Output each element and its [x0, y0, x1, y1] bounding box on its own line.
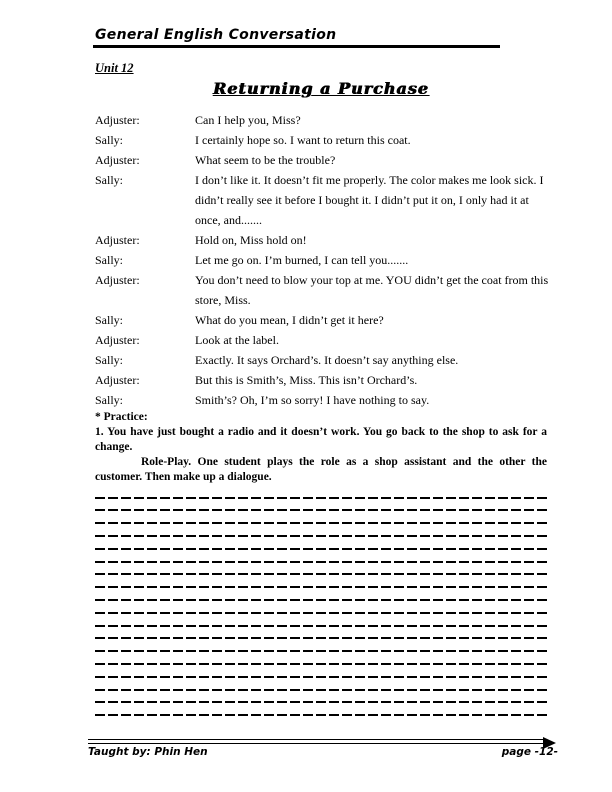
dialogue-row	[95, 350, 550, 370]
header-rule	[93, 45, 500, 48]
utterance-text: You don’t need to blow your top at me. YOU didn’t get the coat from this store, Miss.	[195, 273, 549, 307]
writing-line	[95, 614, 547, 627]
utterance-text: Exactly. It says Orchard’s. It doesn’t say anything else.	[195, 353, 459, 367]
writing-line	[95, 576, 547, 589]
speaker-label: Sally:	[95, 313, 124, 327]
utterance-text: Let me go on. I’m burned, I can tell you.......	[195, 253, 409, 267]
writing-line	[95, 601, 547, 614]
speaker-label: Sally:	[95, 253, 124, 267]
dialogue-row	[95, 390, 550, 410]
utterance-text: I don’t like it. It doesn’t fit me properly. The color makes me look sick. I didn’t really see it before I bought it. I didn’t put it on, I only had it at once, and.......	[195, 173, 544, 227]
writing-line	[95, 563, 547, 576]
utterance-text: Look at the label.	[195, 333, 279, 347]
speaker-label: Sally:	[95, 133, 124, 147]
writing-line	[95, 524, 547, 537]
writing-lines	[95, 486, 547, 716]
dialogue-row	[95, 110, 550, 130]
speaker-label: Sally:	[95, 393, 124, 407]
writing-line	[95, 512, 547, 525]
speaker-label: Adjuster:	[95, 373, 140, 387]
utterance-text: Hold on, Miss hold on!	[195, 233, 307, 247]
speaker-label: Sally:	[95, 353, 124, 367]
practice-roleplay: Role-Play. One student plays the role as a shop assistant and the other the customer. Then make up a dialogue.	[95, 456, 547, 483]
dialogue-row	[95, 230, 550, 250]
utterance-text: Smith’s? Oh, I’m so sorry! I have nothing to say.	[195, 393, 430, 407]
dialogue	[95, 110, 550, 410]
lesson-title: Returning a Purchase	[213, 79, 429, 98]
speaker-label: Adjuster:	[95, 153, 140, 167]
speaker-label: Sally:	[95, 173, 124, 187]
dialogue-row	[95, 270, 550, 310]
dialogue-row	[95, 170, 550, 230]
writing-line	[95, 588, 547, 601]
writing-line	[95, 665, 547, 678]
practice-task: 1. You have just bought a radio and it doesn’t work. You go back to the shop to ask for a change.	[95, 426, 547, 453]
writing-line	[95, 678, 547, 691]
speaker-label: Adjuster:	[95, 113, 140, 127]
writing-line	[95, 691, 547, 704]
course-title: General English Conversation	[95, 27, 337, 43]
taught-by-label: Taught by: Phin Hen	[88, 746, 208, 758]
speaker-label: Adjuster:	[95, 333, 140, 347]
speaker-label: Adjuster:	[95, 273, 140, 287]
dialogue-row	[95, 370, 550, 390]
dialogue-row	[95, 130, 550, 150]
utterance-text: But this is Smith’s, Miss. This isn’t Orchard’s.	[195, 373, 418, 387]
utterance-text: Can I help you, Miss?	[195, 113, 301, 127]
speaker-label: Adjuster:	[95, 233, 140, 247]
writing-line	[95, 627, 547, 640]
page-number: page -12-	[501, 746, 558, 758]
dialogue-row	[95, 250, 550, 270]
page-footer	[88, 746, 558, 758]
dialogue-row	[95, 330, 550, 350]
writing-line	[95, 537, 547, 550]
writing-line	[95, 550, 547, 563]
dialogue-row	[95, 310, 550, 330]
utterance-text: I certainly hope so. I want to return this coat.	[195, 133, 411, 147]
utterance-text: What do you mean, I didn’t get it here?	[195, 313, 384, 327]
writing-line	[95, 652, 547, 665]
writing-line	[95, 486, 547, 499]
practice-section	[95, 410, 547, 485]
dialogue-row	[95, 150, 550, 170]
writing-line	[95, 640, 547, 653]
footer-rule	[88, 739, 543, 744]
writing-line	[95, 704, 547, 717]
writing-line	[95, 499, 547, 512]
practice-heading: * Practice:	[95, 411, 148, 423]
unit-label: Unit 12	[95, 61, 134, 75]
utterance-text: What seem to be the trouble?	[195, 153, 336, 167]
